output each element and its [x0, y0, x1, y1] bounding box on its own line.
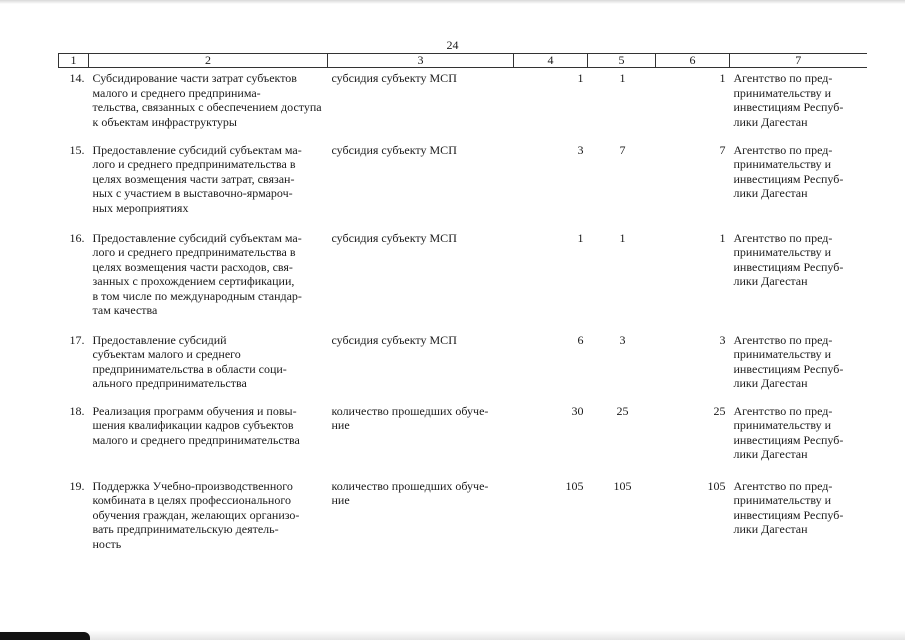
measure-name: Поддержка Учебно-производственного комбината в целях профессионального обучения граждан, желающих организо- вать предпринимательскую деятель- ность	[92, 478, 300, 551]
scan-mark	[0, 632, 90, 640]
value-col-4: 105	[565, 478, 584, 493]
value-col-4: 30	[571, 403, 584, 418]
row-number: 14.	[69, 71, 85, 85]
row-number: 18.	[69, 403, 85, 418]
indicator-unit: количество прошедших обуче- ние	[331, 478, 489, 508]
executor: Агентство по пред- принимательству и инвестициям Респуб- лики Дагестан	[733, 142, 844, 201]
value-col-5: 1	[619, 71, 626, 85]
scan-edge-top	[0, 0, 905, 4]
indicator-unit: субсидия субъекту МСП	[331, 230, 457, 245]
value-col-6: 1	[719, 71, 726, 85]
executor: Агентство по пред- принимательству и инвестициям Респуб- лики Дагестан	[733, 332, 844, 391]
value-col-6: 25	[713, 403, 726, 418]
scan-edge-bottom	[0, 630, 905, 640]
value-col-5: 25	[616, 403, 629, 418]
executor: Агентство по пред- принимательству и инвестициям Респуб- лики Дагестан	[733, 403, 844, 462]
header-col-3: 3	[328, 54, 514, 68]
value-col-4: 6	[577, 332, 584, 347]
page-number: 24	[446, 38, 459, 52]
indicator-unit: субсидия субъекту МСП	[331, 71, 457, 85]
table-row	[59, 404, 867, 479]
row-number: 15.	[69, 142, 85, 157]
executor: Агентство по пред- принимательству и инвестициям Респуб- лики Дагестан	[733, 230, 844, 289]
measure-name: Предоставление субсидий субъектам малого и среднего предпринимательства в области соци- ального предпринимательства	[92, 332, 287, 391]
header-col-5: 5	[588, 54, 656, 68]
header-col-7: 7	[730, 54, 867, 68]
header-row	[59, 54, 867, 68]
header-col-1: 1	[59, 54, 89, 68]
table-row	[59, 479, 867, 559]
indicator-unit: количество прошедших обуче- ние	[331, 403, 489, 433]
measure-name: Реализация программ обучения и повы- шения квалификации кадров субъектов малого и среднего предпринимательства	[92, 403, 300, 447]
table-row	[59, 143, 867, 231]
row-number: 16.	[69, 230, 85, 245]
measure-name: Предоставление субсидий субъектам ма- лого и среднего предпринимательства в целях возмещения части затрат, связан- ных с участием в выставочно-ярмароч- ных мероприятиях	[92, 142, 302, 215]
table-row	[59, 231, 867, 333]
indicator-unit: субсидия субъекту МСП	[331, 332, 457, 347]
table-body	[59, 68, 867, 559]
value-col-4: 3	[577, 142, 584, 157]
value-col-4: 1	[577, 71, 584, 85]
table-header	[59, 54, 867, 68]
value-col-6: 7	[719, 142, 726, 157]
table-row	[59, 333, 867, 404]
value-col-5: 1	[619, 230, 626, 245]
row-number: 17.	[69, 332, 85, 347]
measure-name: Субсидирование части затрат субъектов малого и среднего предпринима- тельства, связанных с обеспечением доступа к объектам инфраструктуры	[92, 71, 322, 129]
executor: Агентство по пред- принимательству и инвестициям Респуб- лики Дагестан	[733, 71, 844, 129]
value-col-6: 3	[719, 332, 726, 347]
measure-name: Предоставление субсидий субъектам ма- лого и среднего предпринимательства в целях возмещения части расходов, свя- занных с прохождением сертификации, в том числе по международным стандар- там качества	[92, 230, 302, 318]
value-col-5: 105	[613, 478, 632, 493]
row-number: 19.	[69, 478, 85, 493]
header-col-4: 4	[514, 54, 588, 68]
header-col-6: 6	[656, 54, 730, 68]
value-col-6: 105	[707, 478, 726, 493]
value-col-5: 7	[619, 142, 626, 157]
value-col-6: 1	[719, 230, 726, 245]
indicator-unit: субсидия субъекту МСП	[331, 142, 457, 157]
executor: Агентство по пред- принимательству и инвестициям Респуб- лики Дагестан	[733, 478, 844, 537]
value-col-4: 1	[577, 230, 584, 245]
header-col-2: 2	[89, 54, 328, 68]
value-col-5: 3	[619, 332, 626, 347]
program-table	[58, 53, 867, 559]
table-row	[59, 68, 867, 143]
